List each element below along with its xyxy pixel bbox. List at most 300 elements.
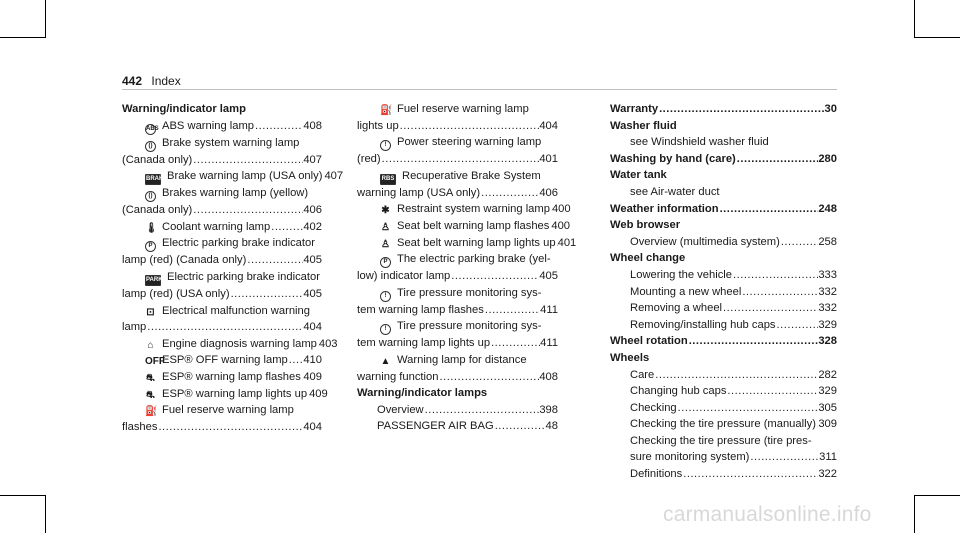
seat-belt-icon: ♙: [381, 221, 390, 233]
dot-leader: [677, 400, 819, 417]
index-heading: [122, 101, 322, 118]
seat-belt-icon: ♙: [381, 238, 390, 250]
entry-label: (Canada only): [122, 153, 193, 166]
entry-label: Restraint system warning lamp: [397, 203, 550, 216]
dot-leader: [450, 268, 539, 285]
entry-label: Weather information: [610, 202, 719, 215]
index-entry[interactable]: [357, 418, 558, 435]
tire-pressure-icon: !: [380, 291, 391, 302]
entry-text: [630, 134, 769, 151]
entry-label: Overview: [377, 403, 424, 416]
entry-text: [122, 286, 230, 303]
page-ref[interactable]: 329: [818, 318, 837, 331]
index-entry: [357, 134, 558, 151]
page-ref[interactable]: 30: [824, 103, 837, 115]
entry-label: sure monitoring system): [630, 451, 750, 464]
index-entry[interactable]: [610, 416, 837, 433]
entry-label: PASSENGER AIR BAG: [377, 420, 494, 433]
entry-text: [357, 385, 487, 402]
entry-text: [610, 101, 658, 118]
dot-leader: [658, 101, 824, 118]
esp-off-icon: OFF: [145, 356, 165, 368]
entry-text: [630, 416, 816, 433]
page-ref[interactable]: 407: [303, 153, 322, 166]
parking-brake-icon: P: [380, 257, 391, 268]
dot-leader: [246, 252, 303, 269]
index-column-3: [610, 101, 837, 483]
page-ref[interactable]: 406: [539, 186, 558, 199]
entry-text: [630, 284, 741, 301]
index-heading: [610, 217, 837, 234]
page-ref[interactable]: 404: [539, 119, 558, 132]
index-entry: [357, 318, 558, 335]
entry-text: [630, 184, 720, 201]
index-entry[interactable]: [122, 202, 322, 219]
dot-leader: [192, 202, 303, 219]
entry-text: [145, 369, 301, 386]
entry-label: The electric parking brake (yel-: [397, 253, 551, 266]
index-entry[interactable]: [122, 118, 322, 135]
index-entry: [357, 168, 558, 185]
dot-leader: [780, 234, 819, 251]
entry-text: [145, 135, 299, 152]
entry-text: [610, 350, 649, 367]
dot-leader: [399, 118, 540, 135]
index-entry[interactable]: [610, 300, 837, 317]
entry-label: Recuperative Brake System: [402, 169, 541, 182]
index-entry[interactable]: [357, 268, 558, 285]
entry-label: Wheels: [610, 351, 650, 364]
entry-text: [380, 101, 529, 118]
entry-label: Warning lamp for distance: [397, 353, 527, 366]
page-number: 442: [122, 74, 143, 88]
crop-mark: [0, 495, 45, 496]
entry-text: [145, 185, 308, 202]
entry-text: [145, 118, 254, 135]
dot-leader: [270, 219, 303, 236]
index-entry[interactable]: [610, 317, 837, 334]
entry-label: Wheel change: [610, 252, 686, 265]
entry-label: Lowering the vehicle: [630, 268, 732, 281]
page-ref[interactable]: 332: [818, 302, 837, 315]
entry-text: [630, 267, 732, 284]
dot-leader: [736, 151, 819, 168]
entry-label: Seat belt warning lamp lights up: [397, 236, 556, 249]
entry-text: [630, 400, 677, 417]
dot-leader: [254, 118, 303, 135]
entry-label: tem warning lamp flashes: [357, 303, 484, 316]
crop-mark: [914, 0, 915, 38]
entry-text: [122, 152, 192, 169]
index-entry[interactable]: [357, 302, 558, 319]
index-entry: [357, 251, 558, 268]
entry-text: [630, 383, 726, 400]
index-entry[interactable]: [610, 466, 837, 483]
entry-text: [630, 367, 654, 384]
index-entry[interactable]: [122, 152, 322, 169]
dot-leader: [732, 267, 818, 284]
entry-label: Overview (multimedia system): [630, 235, 780, 248]
entry-text: [630, 449, 749, 466]
entry-label: Tire pressure monitoring sys-: [397, 286, 542, 299]
dot-leader: [288, 352, 304, 369]
page-ref[interactable]: 280: [818, 152, 837, 165]
index-heading[interactable]: [610, 333, 837, 350]
page-ref[interactable]: 311: [819, 451, 837, 464]
entry-label: lamp (red) (Canada only): [122, 254, 247, 267]
entry-text: [630, 234, 780, 251]
page-ref[interactable]: 409: [303, 370, 322, 383]
index-entry[interactable]: [122, 286, 322, 303]
index-heading[interactable]: [610, 151, 837, 168]
entry-text: [145, 235, 315, 252]
section-title: Index: [151, 74, 181, 88]
fuel-icon: ⛽: [145, 406, 158, 418]
entry-text: [630, 317, 776, 334]
entry-label: Removing/installing hub caps: [630, 318, 776, 331]
page-ref[interactable]: 400: [551, 219, 571, 232]
index-entry[interactable]: [122, 369, 322, 386]
entry-label: Definitions: [630, 468, 683, 481]
entry-text: [122, 101, 246, 118]
entry-text: [357, 302, 484, 319]
entry-label: Electric parking brake indicator: [162, 237, 315, 250]
entry-label: Warranty: [610, 103, 659, 115]
page-ref[interactable]: 282: [818, 368, 837, 381]
entry-text: [145, 402, 294, 419]
dot-leader: [484, 302, 540, 319]
index-entry[interactable]: [357, 201, 571, 218]
fuel-icon: ⛽: [380, 105, 393, 116]
index-entry: [610, 184, 837, 201]
page-ref[interactable]: 404: [303, 420, 322, 433]
entry-text: [610, 333, 688, 350]
entry-text: [380, 168, 541, 185]
entry-label: Fuel reserve warning lamp: [397, 103, 529, 115]
entry-text: [380, 201, 550, 218]
dot-leader: [230, 286, 304, 303]
entry-text: [630, 433, 812, 450]
entry-label: Seat belt warning lamp flashes: [397, 219, 550, 232]
index-heading: [610, 167, 837, 184]
entry-label: (red): [357, 153, 381, 166]
index-entry[interactable]: [122, 352, 322, 369]
page-ref[interactable]: 403: [318, 337, 338, 350]
page-ref[interactable]: 258: [818, 235, 837, 248]
entry-label: Brake warning lamp (USA only): [167, 170, 323, 183]
index-entry[interactable]: [122, 336, 338, 353]
entry-label: warning function: [357, 370, 439, 383]
entry-label: flashes: [122, 420, 158, 433]
entry-text: [380, 318, 541, 335]
index-heading: [610, 350, 837, 367]
index-heading[interactable]: [610, 201, 837, 218]
index-entry: [122, 303, 322, 320]
dot-leader: [726, 383, 818, 400]
entry-label: ESP® OFF warning lamp: [162, 354, 288, 367]
dot-leader: [192, 152, 303, 169]
entry-text: [357, 185, 480, 202]
entry-label: lights up: [357, 119, 399, 132]
entry-text: [380, 251, 551, 268]
page-ref[interactable]: 309: [818, 418, 837, 431]
dot-leader: [722, 300, 818, 317]
dot-leader: [480, 185, 539, 202]
index-entry[interactable]: [357, 118, 558, 135]
index-heading[interactable]: [610, 101, 837, 118]
entry-text: [357, 369, 438, 386]
page-ref[interactable]: 401: [557, 236, 577, 249]
entry-label: Electric parking brake indicator: [167, 270, 320, 283]
index-entry[interactable]: [610, 383, 837, 400]
index-entry[interactable]: [357, 402, 558, 419]
index-entry[interactable]: [357, 369, 558, 386]
entry-label: warning lamp (USA only): [357, 186, 481, 199]
index-entry[interactable]: [122, 386, 328, 403]
index-entry[interactable]: [610, 400, 837, 417]
entry-label: Electrical malfunction warning: [162, 304, 310, 317]
entry-label: ESP® warning lamp lights up: [162, 387, 308, 400]
entry-label: Web browser: [610, 219, 681, 232]
rbs-icon: RBS: [380, 174, 396, 185]
page-ref[interactable]: 405: [303, 287, 322, 300]
engine-icon: ⌂: [147, 339, 154, 351]
crop-mark: [0, 37, 45, 38]
index-entry: [357, 285, 558, 302]
dot-leader: [719, 201, 819, 218]
brake-icon: (): [145, 191, 156, 202]
dot-leader: [146, 319, 303, 336]
entry-label: Brake system warning lamp: [162, 136, 300, 149]
page-ref[interactable]: 400: [551, 203, 571, 216]
header-rule: [122, 89, 837, 90]
index-entry[interactable]: [357, 151, 558, 168]
entry-label: lamp (red) (USA only): [122, 287, 230, 300]
page-ref[interactable]: 404: [303, 321, 322, 334]
entry-text: [377, 402, 424, 419]
page-ref[interactable]: 409: [309, 387, 328, 400]
index-entry[interactable]: [610, 367, 837, 384]
dot-leader: [654, 367, 818, 384]
entry-label: Brakes warning lamp (yellow): [162, 187, 309, 200]
entry-text: [145, 269, 320, 286]
entry-text: [610, 151, 736, 168]
dot-leader: [381, 151, 540, 168]
esp-icon: ⛐: [146, 372, 155, 384]
entry-text: [610, 118, 677, 135]
parking-brake-icon: P: [145, 241, 156, 252]
page-ref[interactable]: 332: [818, 285, 837, 298]
index-entry[interactable]: [357, 235, 577, 252]
entry-text: [380, 134, 541, 151]
index-entry[interactable]: [357, 185, 558, 202]
entry-text: [380, 218, 549, 235]
entry-label: tem warning lamp lights up: [357, 337, 491, 350]
entry-label: Washing by hand (care): [610, 152, 736, 165]
entry-label: Power steering warning lamp: [397, 136, 542, 149]
entry-text: [610, 217, 680, 234]
dot-leader: [776, 317, 819, 334]
entry-text: [122, 252, 246, 269]
entry-label: Washer fluid: [610, 119, 677, 132]
park-text-icon: PARK: [145, 275, 161, 286]
page-ref[interactable]: 333: [818, 268, 837, 281]
dot-leader: [490, 335, 540, 352]
entry-label: lamp: [122, 321, 147, 334]
dot-leader: [157, 419, 303, 436]
dot-leader: [682, 466, 818, 483]
entry-text: [145, 219, 270, 236]
watermark: carmanualsonline.info: [663, 503, 872, 526]
page-ref[interactable]: 411: [540, 303, 558, 316]
entry-text: [145, 336, 317, 353]
index-entry[interactable]: [122, 252, 322, 269]
crop-mark: [914, 495, 915, 533]
entry-text: [380, 285, 541, 302]
entry-text: [145, 303, 310, 320]
page-ref[interactable]: 411: [540, 337, 558, 350]
abs-icon: ABS: [145, 124, 156, 135]
entry-text: [122, 419, 157, 436]
index-entry: [357, 101, 558, 118]
index-heading: [610, 118, 837, 135]
page-ref[interactable]: 248: [818, 202, 837, 215]
entry-text: [630, 466, 682, 483]
page-header: [122, 74, 181, 88]
index-entry[interactable]: [610, 234, 837, 251]
entry-label: Fuel reserve warning lamp: [162, 404, 294, 417]
index-entry[interactable]: [122, 419, 322, 436]
index-entry: [122, 135, 322, 152]
entry-text: [122, 202, 192, 219]
dot-leader: [424, 402, 540, 419]
page-ref[interactable]: 322: [818, 468, 837, 481]
entry-label: Water tank: [610, 169, 667, 182]
page-ref[interactable]: 406: [303, 204, 322, 217]
dot-leader: [438, 369, 539, 386]
entry-text: [380, 235, 556, 252]
entry-label: ESP® warning lamp flashes: [162, 370, 301, 383]
index-entry[interactable]: [610, 449, 837, 466]
brake-text-icon: BRAKE: [145, 174, 161, 185]
entry-text: [357, 268, 450, 285]
index-entry: [122, 185, 322, 202]
crop-mark: [914, 37, 960, 38]
page-ref[interactable]: 48: [545, 420, 558, 433]
index-heading: [357, 385, 558, 402]
index-entry[interactable]: [122, 168, 344, 185]
entry-text: [610, 201, 719, 218]
index-entry: [122, 269, 322, 286]
entry-label: Checking the tire pressure (tire pres-: [630, 434, 812, 447]
page-ref[interactable]: 328: [818, 335, 837, 348]
index-entry[interactable]: [357, 218, 571, 235]
page-ref[interactable]: 398: [539, 403, 558, 416]
entry-label: Engine diagnosis warning lamp: [162, 337, 317, 350]
entry-label: Mounting a new wheel: [630, 285, 742, 298]
page-ref[interactable]: 305: [818, 401, 837, 414]
page-ref[interactable]: 329: [818, 385, 837, 398]
malfunction-icon: ⊡: [146, 306, 155, 318]
entry-label: (Canada only): [122, 204, 193, 217]
index-entry[interactable]: [122, 219, 322, 236]
entry-label: see Air-water duct: [630, 185, 720, 198]
entry-text: [610, 250, 685, 267]
page-ref[interactable]: 408: [303, 119, 322, 132]
dot-leader: [494, 418, 546, 435]
index-entry: [122, 235, 322, 252]
coolant-icon: 🌡: [145, 222, 158, 234]
entry-label: Checking the tire pressure (manually): [630, 418, 816, 431]
entry-text: [377, 418, 494, 435]
page-ref[interactable]: 405: [539, 270, 558, 283]
entry-text: [630, 300, 722, 317]
entry-text: [122, 319, 146, 336]
entry-text: [357, 335, 490, 352]
page-ref[interactable]: 407: [324, 170, 344, 183]
entry-label: Wheel rotation: [610, 335, 688, 348]
entry-text: [357, 151, 381, 168]
entry-text: [145, 386, 307, 403]
page-ref[interactable]: 401: [539, 153, 558, 166]
index-entry[interactable]: [610, 267, 837, 284]
index-entry[interactable]: [610, 284, 837, 301]
entry-label: Tire pressure monitoring sys-: [397, 320, 542, 333]
power-steering-icon: !: [380, 140, 391, 151]
entry-label: low) indicator lamp: [357, 270, 451, 283]
brake-icon: (): [145, 141, 156, 152]
index-entry: [610, 433, 837, 450]
page-ref[interactable]: 408: [539, 370, 558, 383]
page-ref[interactable]: 402: [303, 220, 322, 233]
index-entry: [122, 402, 322, 419]
entry-label: see Windshield washer fluid: [630, 136, 769, 149]
dot-leader: [741, 284, 818, 301]
index-column-2: [357, 101, 577, 435]
index-entry: [357, 352, 558, 369]
entry-label: Checking: [630, 401, 677, 414]
entry-text: [145, 168, 322, 185]
crop-mark: [45, 495, 46, 533]
page-ref[interactable]: 410: [303, 354, 322, 367]
entry-label: Removing a wheel: [630, 302, 723, 315]
entry-label: Changing hub caps: [630, 385, 727, 398]
entry-label: ABS warning lamp: [162, 119, 255, 132]
dot-leader: [688, 333, 819, 350]
index-entry[interactable]: [357, 335, 558, 352]
index-entry[interactable]: [122, 319, 322, 336]
entry-text: [610, 167, 667, 184]
distance-warning-icon: ▲: [380, 355, 391, 367]
entry-label: Warning/indicator lamps: [357, 387, 488, 400]
index-column-1: [122, 101, 344, 435]
crop-mark: [914, 495, 960, 496]
entry-label: Warning/indicator lamp: [122, 103, 246, 115]
entry-text: [145, 352, 288, 369]
restraint-icon: ✱: [381, 205, 390, 217]
esp-icon: ⛐: [146, 389, 155, 401]
index-heading: [610, 250, 837, 267]
entry-label: Coolant warning lamp: [162, 220, 271, 233]
entry-text: [380, 352, 527, 369]
entry-label: Care: [630, 368, 655, 381]
entry-text: [357, 118, 399, 135]
tire-pressure-icon: !: [380, 324, 391, 335]
index-entry: [610, 134, 837, 151]
dot-leader: [749, 449, 819, 466]
page-ref[interactable]: 405: [303, 254, 322, 267]
crop-mark: [45, 0, 46, 38]
